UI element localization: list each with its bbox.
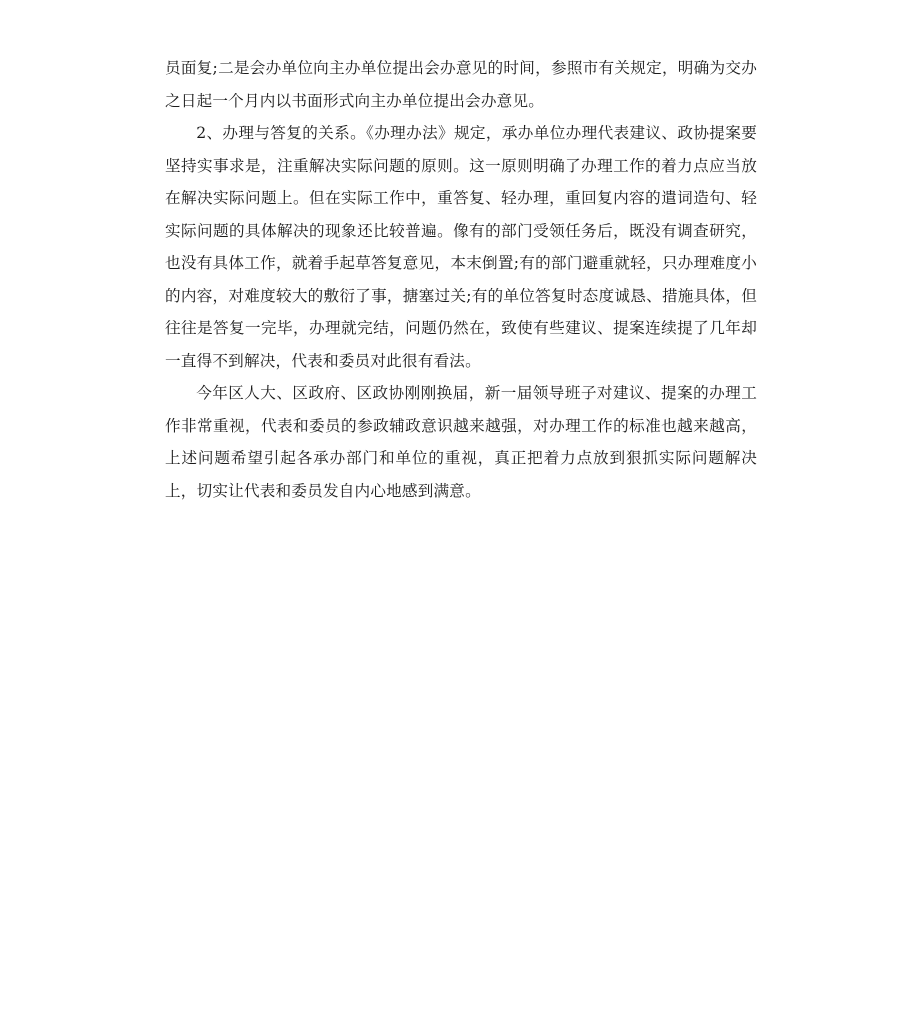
paragraph-handling-and-reply: 2、办理与答复的关系。《办理办法》规定，承办单位办理代表建议、政协提案要坚持实事求是，注重解决实际问题的原则。这一原则明确了办理工作的着力点应当放在解决实际问题上。但在实际工作中，重答复、轻办理，重回复内容的遣词造句、轻实际问题的具体解决的现象还比较普遍。像有的部门受领任务后，既没有调查研究，也没有具体工作，就着手起草答复意见，本末倒置;有的部门避重就轻，只办理难度小的内容，对难度较大的敷衍了事，搪塞过关;有的单位答复时态度诚恳、措施具体，但往往是答复一完毕，办理就完结，问题仍然在，致使有些建议、提案连续提了几年却一直得不到解决，代表和委员对此很有看法。	[165, 124, 757, 370]
document-body	[165, 52, 757, 507]
paragraph-continuation: 员面复;二是会办单位向主办单位提出会办意见的时间，参照市有关规定，明确为交办之日起一个月内以书面形式向主办单位提出会办意见。	[165, 59, 757, 110]
paragraph-conclusion: 今年区人大、区政府、区政协刚刚换届，新一届领导班子对建议、提案的办理工作非常重视，代表和委员的参政辅政意识越来越强，对办理工作的标准也越来越高，上述问题希望引起各承办部门和单位的重视，真正把着力点放到狠抓实际问题解决上，切实让代表和委员发自内心地感到满意。	[165, 384, 757, 500]
